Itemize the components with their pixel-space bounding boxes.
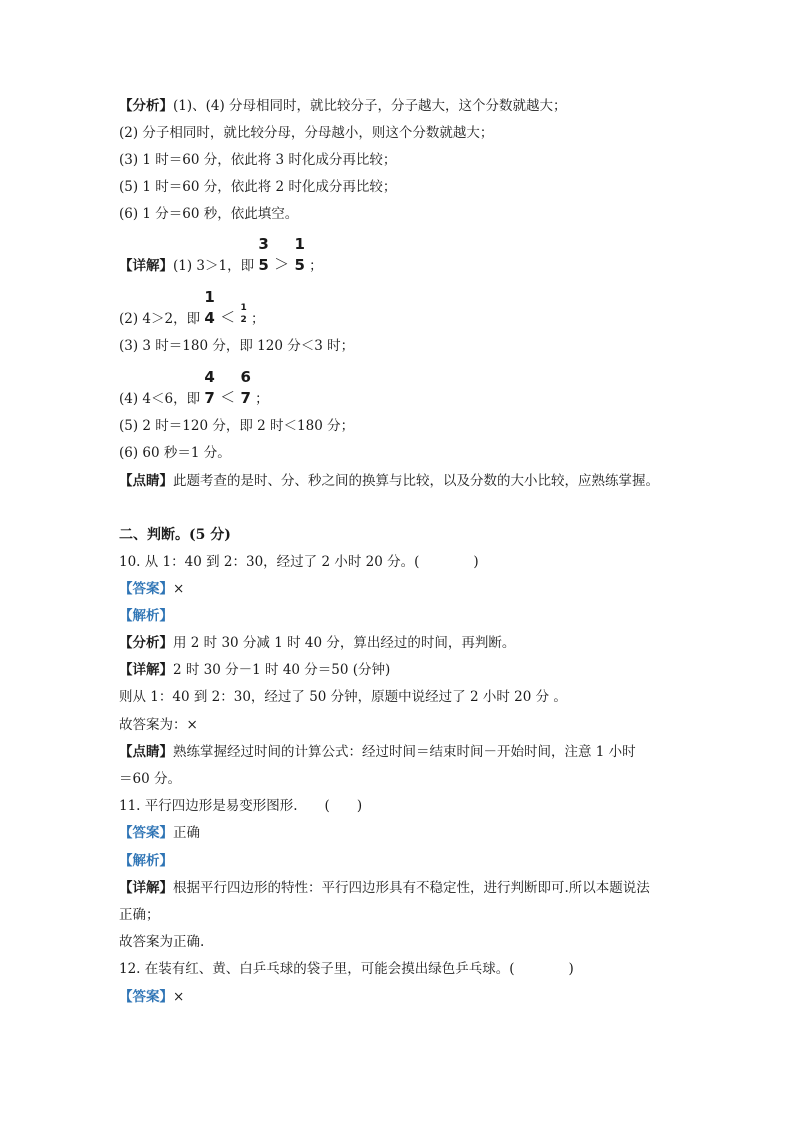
analysis-line-4: (5) 1 时＝60 分，依此将 2 时化成分再比较；: [119, 179, 397, 195]
q10-analysis: [119, 633, 515, 653]
q11-conclusion: 故答案为正确.: [119, 934, 205, 950]
q11-question: 11. 平行四边形是易变形图形. ( ): [119, 798, 363, 814]
jiexi-tag: 【解析】: [119, 853, 173, 869]
detail-l2-prefix: (2) 4＞2，即: [119, 311, 201, 327]
q10-detail: [119, 660, 390, 680]
comment-text: 熟练掌握经过时间的计算公式：经过时间＝结束时间－开始时间，注意 1 小时: [173, 744, 636, 760]
analysis-line-5: (6) 1 分＝60 秒，依此填空。: [119, 206, 299, 222]
detail-text: 2 时 30 分－1 时 40 分＝50 (分钟): [173, 662, 391, 678]
detail-l4-prefix: (4) 4＜6，即: [119, 391, 201, 407]
analysis-tag: 【分析】: [119, 635, 173, 651]
q12-question: 12. 在装有红、黄、白乒乓球的袋子里，可能会摸出绿色乒乓球。( ): [119, 961, 574, 977]
q11-answer: [119, 823, 200, 843]
analysis-line-1: [119, 96, 567, 116]
q11-detail-2: 正确；: [119, 907, 160, 923]
detail-line-3: (3) 3 时＝180 分，即 120 分＜3 时；: [119, 338, 355, 354]
detail-tag: 【详解】: [119, 662, 173, 678]
answer-value: ×: [173, 989, 185, 1005]
fraction-1-4: 1 4: [204, 288, 215, 327]
fraction-1-5: 1 5: [294, 235, 305, 274]
relation-symbol: ＜: [220, 388, 236, 406]
detail-line-6: (6) 60 秒＝1 分。: [119, 445, 231, 461]
q11-jiexi: [119, 851, 173, 871]
analysis-line-2: (2) 分子相同时，就比较分母，分母越小，则这个分数就越大；: [119, 125, 494, 141]
comment-line: [119, 471, 659, 491]
q10-question: 10. 从 1：40 到 2：30，经过了 2 小时 20 分。( ): [119, 554, 479, 570]
detail-l1-prefix: (1) 3＞1，即: [173, 258, 255, 274]
answer-tag: 【答案】: [119, 581, 173, 597]
q12-answer: [119, 987, 184, 1007]
fraction-4-7: 4 7: [204, 368, 215, 407]
detail-line-4: [119, 367, 269, 409]
comment-tag: 【点睛】: [119, 473, 173, 489]
analysis-tag: 【分析】: [119, 98, 173, 114]
comment-tag: 【点睛】: [119, 744, 173, 760]
detail-line-1: [119, 234, 323, 276]
relation-symbol: ＜: [220, 308, 236, 326]
analysis-text: 用 2 时 30 分减 1 时 40 分，算出经过的时间，再判断。: [173, 635, 516, 651]
jiexi-tag: 【解析】: [119, 608, 173, 624]
detail-tag: 【详解】: [119, 880, 173, 896]
q10-answer: [119, 579, 184, 599]
relation-symbol: ＞: [274, 255, 290, 273]
detail-line-5: (5) 2 时＝120 分，即 2 时＜180 分；: [119, 418, 355, 434]
fraction-3-5: 3 5: [258, 235, 269, 274]
answer-tag: 【答案】: [119, 989, 173, 1005]
answer-value: 正确: [173, 825, 200, 841]
q10-jiexi: [119, 606, 173, 626]
detail-text: 根据平行四边形的特性：平行四边形具有不稳定性，进行判断即可.所以本题说法: [173, 880, 650, 896]
q10-comment-1: [119, 742, 636, 762]
analysis-line-3: (3) 1 时＝60 分，依此将 3 时化成分再比较；: [119, 152, 397, 168]
q10-comment-2: ＝60 分。: [119, 771, 181, 787]
q10-line2: 则从 1：40 到 2：30，经过了 50 分钟，原题中说经过了 2 小时 20 分 。: [119, 689, 567, 705]
q10-conclusion: 故答案为：×: [119, 717, 198, 733]
answer-value: ×: [173, 581, 185, 597]
analysis-text-1: (1)、(4) 分母相同时，就比较分子，分子越大，这个分数就越大；: [173, 98, 567, 114]
detail-line-2: [119, 287, 265, 329]
detail-l2-suffix: ；: [251, 311, 265, 327]
answer-tag: 【答案】: [119, 825, 173, 841]
fraction-1-2: 1 2: [240, 302, 247, 325]
detail-l4-suffix: ；: [255, 391, 269, 407]
detail-l1-suffix: ；: [309, 258, 323, 274]
fraction-6-7: 6 7: [240, 368, 251, 407]
section-title: 二、判断。(5 分): [119, 527, 231, 543]
detail-tag: 【详解】: [119, 258, 173, 274]
q11-detail-1: [119, 878, 650, 898]
comment-text: 此题考查的是时、分、秒之间的换算与比较，以及分数的大小比较，应熟练掌握。: [173, 473, 659, 489]
